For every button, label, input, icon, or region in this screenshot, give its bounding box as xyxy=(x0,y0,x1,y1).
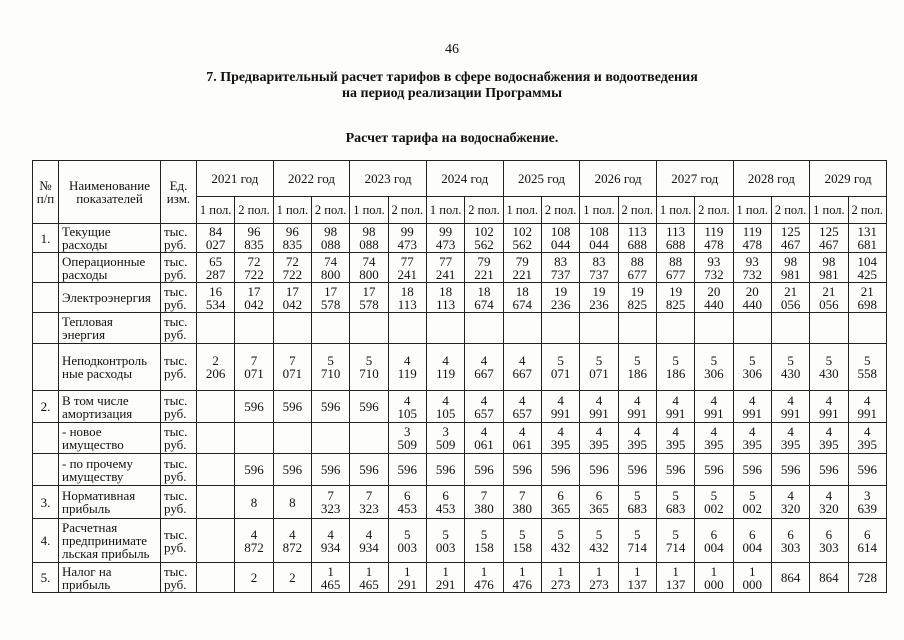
value-cell: 1 465 xyxy=(311,563,349,593)
value-cell: 596 xyxy=(503,454,541,486)
half-year-1-header: 1 пол. xyxy=(426,197,464,224)
value-cell: 79 221 xyxy=(465,253,503,283)
half-year-1-header: 1 пол. xyxy=(733,197,771,224)
row-number xyxy=(33,313,59,344)
year-header: 2024 год xyxy=(426,161,503,197)
row-number: 4. xyxy=(33,519,59,563)
value-cell: 3 509 xyxy=(388,423,426,454)
value-cell xyxy=(388,313,426,344)
indicator-name: - по прочему имуществу xyxy=(59,454,161,486)
value-cell: 3 639 xyxy=(848,486,886,519)
half-year-1-header: 1 пол. xyxy=(810,197,848,224)
value-cell: 5 306 xyxy=(733,344,771,391)
value-cell: 596 xyxy=(311,391,349,423)
value-cell: 4 119 xyxy=(388,344,426,391)
value-cell: 596 xyxy=(771,454,809,486)
row-number: 3. xyxy=(33,486,59,519)
value-cell: 20 440 xyxy=(695,283,733,313)
value-cell: 7 380 xyxy=(503,486,541,519)
unit: тыс. руб. xyxy=(161,344,197,391)
value-cell: 77 241 xyxy=(426,253,464,283)
value-cell: 864 xyxy=(771,563,809,593)
table-row xyxy=(33,563,887,593)
year-header: 2021 год xyxy=(197,161,274,197)
value-cell: 7 380 xyxy=(465,486,503,519)
value-cell: 6 453 xyxy=(388,486,426,519)
unit: тыс. руб. xyxy=(161,253,197,283)
half-year-1-header: 1 пол. xyxy=(197,197,235,224)
value-cell: 596 xyxy=(235,391,273,423)
value-cell: 864 xyxy=(810,563,848,593)
table-row xyxy=(33,423,887,454)
value-cell: 102 562 xyxy=(465,224,503,253)
value-cell: 6 365 xyxy=(541,486,579,519)
value-cell: 4 991 xyxy=(810,391,848,423)
value-cell: 7 323 xyxy=(311,486,349,519)
value-cell: 99 473 xyxy=(426,224,464,253)
value-cell: 102 562 xyxy=(503,224,541,253)
value-cell: 4 991 xyxy=(618,391,656,423)
value-cell: 19 825 xyxy=(618,283,656,313)
value-cell: 4 991 xyxy=(771,391,809,423)
year-header: 2026 год xyxy=(580,161,657,197)
value-cell: 72 722 xyxy=(273,253,311,283)
tariff-table xyxy=(32,160,887,593)
half-year-2-header: 2 пол. xyxy=(618,197,656,224)
half-year-2-header: 2 пол. xyxy=(311,197,349,224)
value-cell: 596 xyxy=(235,454,273,486)
value-cell: 119 478 xyxy=(695,224,733,253)
value-cell xyxy=(311,313,349,344)
value-cell: 596 xyxy=(618,454,656,486)
row-number xyxy=(33,454,59,486)
value-cell: 1 476 xyxy=(503,563,541,593)
value-cell: 79 221 xyxy=(503,253,541,283)
row-number xyxy=(33,283,59,313)
value-cell xyxy=(197,519,235,563)
unit: тыс. руб. xyxy=(161,313,197,344)
value-cell: 4 395 xyxy=(541,423,579,454)
value-cell xyxy=(503,313,541,344)
indicator-name: Тепловая энергия xyxy=(59,313,161,344)
value-cell: 99 473 xyxy=(388,224,426,253)
half-year-2-header: 2 пол. xyxy=(235,197,273,224)
value-cell xyxy=(235,423,273,454)
value-cell: 6 365 xyxy=(580,486,618,519)
indicator-name: Налог на прибыль xyxy=(59,563,161,593)
value-cell: 1 137 xyxy=(656,563,694,593)
value-cell: 6 004 xyxy=(733,519,771,563)
value-cell xyxy=(618,313,656,344)
value-cell: 4 395 xyxy=(695,423,733,454)
value-cell: 72 722 xyxy=(235,253,273,283)
value-cell: 1 273 xyxy=(580,563,618,593)
half-year-1-header: 1 пол. xyxy=(503,197,541,224)
value-cell: 1 465 xyxy=(350,563,388,593)
value-cell: 83 737 xyxy=(541,253,579,283)
unit: тыс. руб. xyxy=(161,454,197,486)
value-cell xyxy=(695,313,733,344)
value-cell: 17 042 xyxy=(235,283,273,313)
header-name: Наименование показателей xyxy=(59,161,161,224)
value-cell: 93 732 xyxy=(733,253,771,283)
value-cell: 596 xyxy=(656,454,694,486)
value-cell: 4 991 xyxy=(656,391,694,423)
value-cell: 596 xyxy=(733,454,771,486)
value-cell: 4 320 xyxy=(771,486,809,519)
value-cell: 4 667 xyxy=(465,344,503,391)
half-year-1-header: 1 пол. xyxy=(656,197,694,224)
value-cell: 596 xyxy=(350,391,388,423)
value-cell: 88 677 xyxy=(656,253,694,283)
value-cell: 20 440 xyxy=(733,283,771,313)
value-cell: 4 119 xyxy=(426,344,464,391)
table-row xyxy=(33,486,887,519)
value-cell: 596 xyxy=(350,454,388,486)
value-cell: 21 056 xyxy=(771,283,809,313)
value-cell: 5 714 xyxy=(618,519,656,563)
row-number: 2. xyxy=(33,391,59,423)
value-cell: 4 395 xyxy=(656,423,694,454)
half-year-1-header: 1 пол. xyxy=(273,197,311,224)
value-cell: 7 071 xyxy=(273,344,311,391)
half-year-2-header: 2 пол. xyxy=(388,197,426,224)
value-cell: 596 xyxy=(388,454,426,486)
value-cell xyxy=(810,313,848,344)
indicator-name: Неподконтроль ные расходы xyxy=(59,344,161,391)
year-header: 2023 год xyxy=(350,161,427,197)
half-year-2-header: 2 пол. xyxy=(695,197,733,224)
value-cell: 7 071 xyxy=(235,344,273,391)
value-cell: 98 981 xyxy=(810,253,848,283)
half-year-1-header: 1 пол. xyxy=(580,197,618,224)
value-cell: 5 432 xyxy=(541,519,579,563)
value-cell: 596 xyxy=(273,391,311,423)
row-number xyxy=(33,344,59,391)
value-cell: 108 044 xyxy=(541,224,579,253)
value-cell: 2 206 xyxy=(197,344,235,391)
value-cell: 6 004 xyxy=(695,519,733,563)
table-row xyxy=(33,224,887,253)
heading-line-1: 7. Предварительный расчет тарифов в сфере водоснабжения и водоотведения xyxy=(206,70,698,85)
value-cell: 2 xyxy=(273,563,311,593)
value-cell: 4 872 xyxy=(273,519,311,563)
value-cell: 4 395 xyxy=(618,423,656,454)
value-cell: 18 113 xyxy=(388,283,426,313)
half-year-1-header: 1 пол. xyxy=(350,197,388,224)
value-cell: 596 xyxy=(426,454,464,486)
value-cell: 596 xyxy=(311,454,349,486)
value-cell xyxy=(541,313,579,344)
value-cell: 6 453 xyxy=(426,486,464,519)
value-cell: 1 273 xyxy=(541,563,579,593)
year-header: 2022 год xyxy=(273,161,350,197)
value-cell: 5 683 xyxy=(618,486,656,519)
table-title: Расчет тарифа на водоснабжение. xyxy=(345,131,559,146)
value-cell: 19 236 xyxy=(580,283,618,313)
value-cell: 4 061 xyxy=(465,423,503,454)
value-cell: 8 xyxy=(235,486,273,519)
value-cell: 5 710 xyxy=(350,344,388,391)
value-cell xyxy=(350,423,388,454)
value-cell: 74 800 xyxy=(350,253,388,283)
year-header: 2027 год xyxy=(656,161,733,197)
year-header: 2025 год xyxy=(503,161,580,197)
value-cell: 1 000 xyxy=(733,563,771,593)
value-cell: 5 683 xyxy=(656,486,694,519)
indicator-name: Нормативная прибыль xyxy=(59,486,161,519)
value-cell: 596 xyxy=(848,454,886,486)
header-row-years xyxy=(33,161,887,197)
half-year-2-header: 2 пол. xyxy=(465,197,503,224)
value-cell: 4 395 xyxy=(733,423,771,454)
value-cell: 17 042 xyxy=(273,283,311,313)
value-cell: 6 303 xyxy=(771,519,809,563)
value-cell: 4 872 xyxy=(235,519,273,563)
table-row xyxy=(33,519,887,563)
row-number: 5. xyxy=(33,563,59,593)
value-cell xyxy=(426,313,464,344)
value-cell: 4 657 xyxy=(465,391,503,423)
table-row xyxy=(33,253,887,283)
value-cell: 131 681 xyxy=(848,224,886,253)
value-cell: 98 088 xyxy=(350,224,388,253)
value-cell: 119 478 xyxy=(733,224,771,253)
value-cell: 5 186 xyxy=(618,344,656,391)
indicator-name: В том числе амортизация xyxy=(59,391,161,423)
value-cell: 596 xyxy=(695,454,733,486)
value-cell: 596 xyxy=(810,454,848,486)
value-cell: 88 677 xyxy=(618,253,656,283)
row-number xyxy=(33,253,59,283)
value-cell xyxy=(656,313,694,344)
value-cell: 83 737 xyxy=(580,253,618,283)
value-cell: 4 991 xyxy=(541,391,579,423)
value-cell: 5 071 xyxy=(541,344,579,391)
value-cell: 4 657 xyxy=(503,391,541,423)
value-cell: 98 981 xyxy=(771,253,809,283)
value-cell xyxy=(273,313,311,344)
value-cell: 5 710 xyxy=(311,344,349,391)
value-cell: 1 137 xyxy=(618,563,656,593)
value-cell: 98 088 xyxy=(311,224,349,253)
value-cell: 1 000 xyxy=(695,563,733,593)
value-cell: 96 835 xyxy=(235,224,273,253)
page-number: 46 xyxy=(445,42,459,57)
year-header: 2029 год xyxy=(810,161,887,197)
value-cell xyxy=(197,423,235,454)
value-cell: 5 430 xyxy=(810,344,848,391)
unit: тыс. руб. xyxy=(161,423,197,454)
value-cell: 4 991 xyxy=(695,391,733,423)
value-cell xyxy=(733,313,771,344)
value-cell xyxy=(197,454,235,486)
value-cell: 17 578 xyxy=(311,283,349,313)
value-cell: 4 991 xyxy=(580,391,618,423)
value-cell: 4 105 xyxy=(388,391,426,423)
value-cell: 5 158 xyxy=(503,519,541,563)
value-cell: 18 113 xyxy=(426,283,464,313)
value-cell: 5 430 xyxy=(771,344,809,391)
table-row xyxy=(33,313,887,344)
value-cell: 6 614 xyxy=(848,519,886,563)
value-cell: 7 323 xyxy=(350,486,388,519)
value-cell: 21 056 xyxy=(810,283,848,313)
value-cell xyxy=(350,313,388,344)
value-cell: 5 714 xyxy=(656,519,694,563)
value-cell: 108 044 xyxy=(580,224,618,253)
half-year-2-header: 2 пол. xyxy=(848,197,886,224)
value-cell: 4 667 xyxy=(503,344,541,391)
value-cell: 4 991 xyxy=(848,391,886,423)
table-row xyxy=(33,283,887,313)
value-cell: 104 425 xyxy=(848,253,886,283)
value-cell: 18 674 xyxy=(465,283,503,313)
unit: тыс. руб. xyxy=(161,486,197,519)
value-cell xyxy=(235,313,273,344)
value-cell: 74 800 xyxy=(311,253,349,283)
value-cell: 5 002 xyxy=(733,486,771,519)
value-cell xyxy=(771,313,809,344)
value-cell: 18 674 xyxy=(503,283,541,313)
value-cell xyxy=(197,313,235,344)
value-cell: 5 071 xyxy=(580,344,618,391)
value-cell: 596 xyxy=(580,454,618,486)
value-cell: 113 688 xyxy=(618,224,656,253)
value-cell xyxy=(197,486,235,519)
header-unit: Ед. изм. xyxy=(161,161,197,224)
row-number: 1. xyxy=(33,224,59,253)
value-cell: 4 061 xyxy=(503,423,541,454)
unit: тыс. руб. xyxy=(161,391,197,423)
value-cell: 5 003 xyxy=(426,519,464,563)
value-cell: 2 xyxy=(235,563,273,593)
value-cell: 113 688 xyxy=(656,224,694,253)
indicator-name: Электроэнергия xyxy=(59,283,161,313)
section-heading xyxy=(0,70,904,102)
value-cell: 125 467 xyxy=(810,224,848,253)
unit: тыс. руб. xyxy=(161,224,197,253)
value-cell: 5 158 xyxy=(465,519,503,563)
value-cell: 6 303 xyxy=(810,519,848,563)
unit: тыс. руб. xyxy=(161,283,197,313)
half-year-2-header: 2 пол. xyxy=(541,197,579,224)
value-cell: 17 578 xyxy=(350,283,388,313)
value-cell: 1 291 xyxy=(426,563,464,593)
unit: тыс. руб. xyxy=(161,563,197,593)
value-cell: 596 xyxy=(541,454,579,486)
value-cell xyxy=(197,391,235,423)
value-cell: 596 xyxy=(465,454,503,486)
value-cell xyxy=(848,313,886,344)
value-cell: 93 732 xyxy=(695,253,733,283)
value-cell: 125 467 xyxy=(771,224,809,253)
value-cell: 728 xyxy=(848,563,886,593)
indicator-name: Текущие расходы xyxy=(59,224,161,253)
value-cell: 4 395 xyxy=(771,423,809,454)
value-cell: 16 534 xyxy=(197,283,235,313)
value-cell: 19 236 xyxy=(541,283,579,313)
row-number xyxy=(33,423,59,454)
value-cell: 77 241 xyxy=(388,253,426,283)
value-cell: 96 835 xyxy=(273,224,311,253)
value-cell: 8 xyxy=(273,486,311,519)
value-cell: 3 509 xyxy=(426,423,464,454)
indicator-name: Расчетная предпринимате льская прибыль xyxy=(59,519,161,563)
value-cell: 596 xyxy=(273,454,311,486)
value-cell: 4 991 xyxy=(733,391,771,423)
unit: тыс. руб. xyxy=(161,519,197,563)
value-cell xyxy=(465,313,503,344)
value-cell: 4 934 xyxy=(350,519,388,563)
value-cell: 1 476 xyxy=(465,563,503,593)
value-cell xyxy=(311,423,349,454)
value-cell: 1 291 xyxy=(388,563,426,593)
value-cell: 21 698 xyxy=(848,283,886,313)
indicator-name: - новое имущество xyxy=(59,423,161,454)
value-cell: 65 287 xyxy=(197,253,235,283)
value-cell: 4 934 xyxy=(311,519,349,563)
heading-line-2: на период реализации Программы xyxy=(341,86,563,101)
value-cell xyxy=(197,563,235,593)
value-cell xyxy=(273,423,311,454)
table-row xyxy=(33,391,887,423)
value-cell: 5 432 xyxy=(580,519,618,563)
value-cell: 19 825 xyxy=(656,283,694,313)
header-num: № п/п xyxy=(33,161,59,224)
value-cell: 4 105 xyxy=(426,391,464,423)
value-cell: 4 320 xyxy=(810,486,848,519)
value-cell: 5 003 xyxy=(388,519,426,563)
table-row xyxy=(33,454,887,486)
value-cell: 5 306 xyxy=(695,344,733,391)
value-cell: 5 002 xyxy=(695,486,733,519)
table-row xyxy=(33,344,887,391)
indicator-name: Операционные расходы xyxy=(59,253,161,283)
value-cell: 84 027 xyxy=(197,224,235,253)
value-cell: 4 395 xyxy=(810,423,848,454)
value-cell: 5 558 xyxy=(848,344,886,391)
value-cell: 4 395 xyxy=(580,423,618,454)
year-header: 2028 год xyxy=(733,161,810,197)
value-cell xyxy=(580,313,618,344)
half-year-2-header: 2 пол. xyxy=(771,197,809,224)
value-cell: 5 186 xyxy=(656,344,694,391)
value-cell: 4 395 xyxy=(848,423,886,454)
